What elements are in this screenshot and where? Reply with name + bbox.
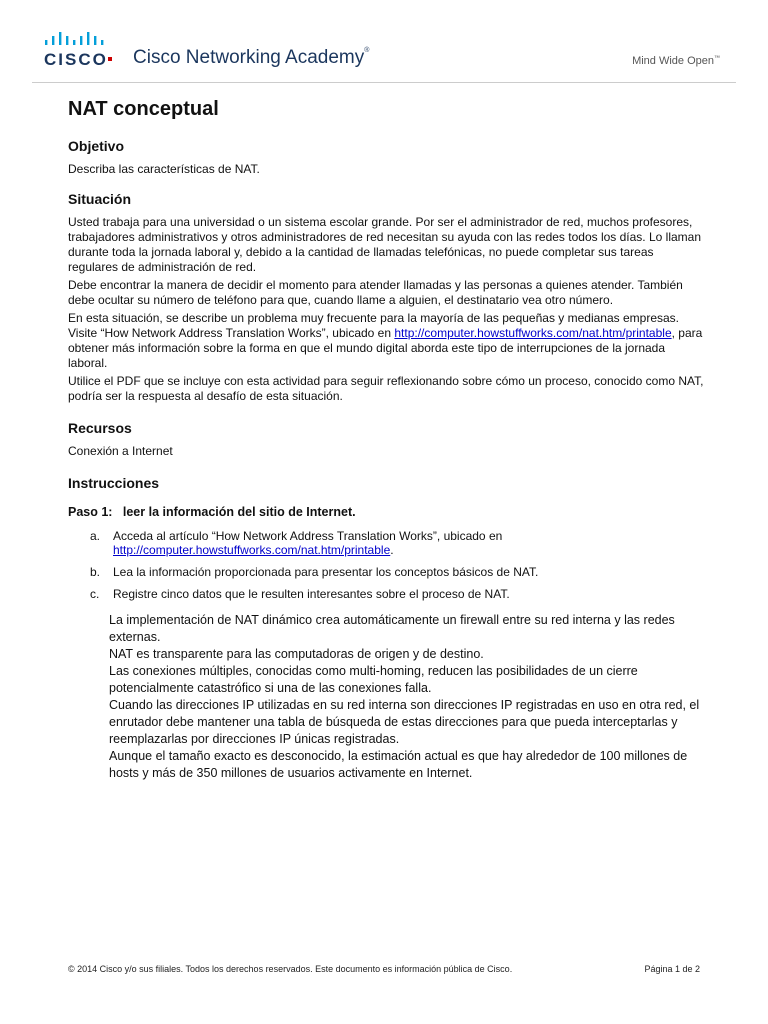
- cisco-wordmark: CISCO: [44, 50, 108, 69]
- academy-name-text: Cisco Networking Academy: [133, 47, 365, 68]
- cisco-logo: [44, 30, 116, 70]
- section-heading-objetivo: Objetivo: [68, 138, 125, 154]
- section-heading-situacion: Situación: [68, 191, 132, 207]
- copyright-text: © 2014 Cisco y/o sus filiales. Todos los derechos reservados. Este documento es información pública de Cisco.: [68, 964, 513, 974]
- list-marker: c.: [90, 587, 100, 601]
- page-header: [0, 0, 768, 84]
- step-b-text: Lea la información proporcionada para presentar los conceptos básicos de NAT.: [113, 565, 539, 579]
- tagline-tm: ™: [714, 55, 720, 62]
- header-divider: [32, 82, 736, 83]
- situacion-paragraph-3: [68, 311, 704, 371]
- tagline-text: Mind Wide Open: [632, 55, 714, 67]
- cisco-bars-icon: [44, 30, 116, 50]
- section-heading-recursos: Recursos: [68, 420, 132, 436]
- academy-name: [133, 47, 369, 69]
- list-item: [68, 529, 704, 557]
- list-marker: a.: [90, 529, 101, 543]
- step-c-text: Registre cinco datos que le resulten interesantes sobre el proceso de NAT.: [113, 587, 510, 601]
- situacion-paragraph-4: Utilice el PDF que se incluye con esta actividad para seguir reflexionando sobre cómo un proceso, conocido como NAT, podría ser la respuesta al desafío de esta situación.: [68, 374, 704, 403]
- tagline: [632, 55, 720, 67]
- list-item: [68, 565, 704, 579]
- step-list: [68, 529, 704, 601]
- document-body: [68, 94, 704, 782]
- step-a-text-after: .: [390, 543, 394, 557]
- page-number: Página 1 de 2: [644, 964, 700, 974]
- answer-block: [68, 612, 704, 782]
- answer-line: Las conexiones múltiples, conocidas como multi-homing, reducen las posibilidades de un cierre potencialmente catastrófico si una de las conexiones falla.: [109, 664, 638, 695]
- registered-mark: ®: [364, 47, 370, 54]
- situacion-p3-text-after: , para obtener más información sobre la forma en que el mundo digital aborda este tipo de interrupciones de la jornada laboral.: [68, 326, 703, 370]
- situacion-paragraph-2: Debe encontrar la manera de decidir el momento para atender llamadas y las personas a quienes atender. También debe ocultar su número de teléfono para que, cuando llame a alguien, el destinatario vea otro número.: [68, 278, 683, 307]
- section-heading-instrucciones: Instrucciones: [68, 475, 160, 491]
- step-a-text-before: Acceda al artículo “How Network Address Translation Works”, ubicado en: [113, 529, 503, 543]
- page-title: NAT conceptual: [68, 98, 219, 120]
- situacion-paragraph-1: Usted trabaja para una universidad o un sistema escolar grande. Por ser el administrador de red, muchos profesores, trabajadores administrativos y otros administradores de red necesitan su ayuda con las redes todos los días. Lo llaman durante toda la jornada laboral y, debido a la cantidad de llamadas telefónicas, no puede completar sus tareas regulares de administración de red.: [68, 215, 702, 274]
- answer-line: Aunque el tamaño exacto es desconocido, la estimación actual es que hay alrededor de 100 millones de hosts y más de 350 millones de usuarios activamente en Internet.: [109, 749, 688, 780]
- list-item: [68, 587, 704, 601]
- cisco-dot-icon: [108, 57, 112, 61]
- situacion-p3-text-before: En esta situación, se describe un problema muy frecuente para la mayoría de las pequeñas y medianas empresas. Visite “How Network Address Translation Works”, ubicado en: [68, 311, 680, 340]
- recursos-text: Conexión a Internet: [68, 444, 173, 458]
- list-marker: b.: [90, 565, 101, 579]
- objetivo-text: Describa las características de NAT.: [68, 162, 260, 176]
- step-heading: Paso 1: leer la información del sitio de Internet.: [68, 505, 356, 519]
- answer-line: Cuando las direcciones IP utilizadas en su red interna son direcciones IP registradas en uso en otra red, el enrutador debe mantener una tabla de búsqueda de estas direcciones para que pueda interceptarlas y reemplazarlas por direcciones IP únicas registradas.: [109, 698, 700, 746]
- article-link[interactable]: http://computer.howstuffworks.com/nat.htm/printable: [113, 543, 391, 557]
- answer-line: NAT es transparente para las computadoras de origen y de destino.: [109, 647, 484, 661]
- answer-line: La implementación de NAT dinámico crea automáticamente un firewall entre su red interna y las redes externas.: [109, 613, 675, 644]
- howstuffworks-link[interactable]: http://computer.howstuffworks.com/nat.htm/printable: [394, 326, 672, 340]
